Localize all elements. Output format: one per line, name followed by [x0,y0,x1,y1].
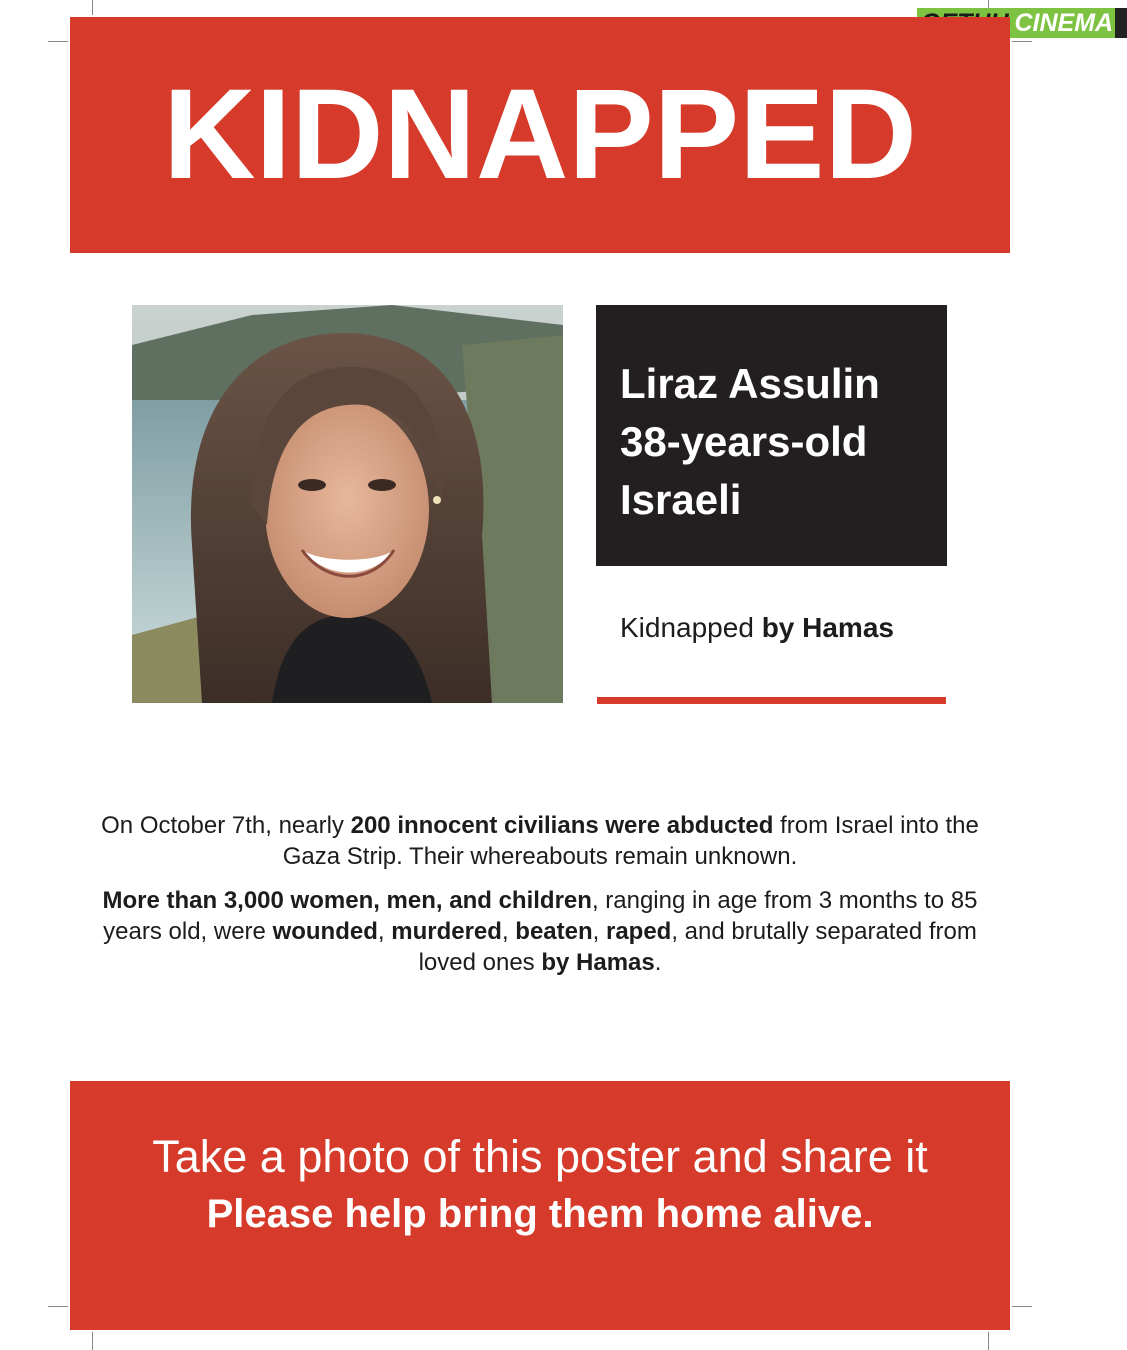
person-info-box [596,305,947,566]
headline-banner [70,17,1010,253]
p2-text-b: , ranging in age from 3 months to 85 years old, were [103,887,978,945]
person-age: 38-years-old [620,418,868,465]
p2-text-i: raped [605,918,672,945]
p2-text-k: by Hamas [541,949,655,976]
call-to-action-banner [70,1081,1010,1330]
crop-mark [48,1306,68,1307]
crop-mark [92,0,93,15]
portrait-photo [132,305,563,703]
kidnapped-by-line [620,612,894,644]
headline-title: KIDNAPPED [163,63,917,206]
crop-mark [92,1332,93,1350]
p1-text-c: from Israel into the Gaza Strip. Their whereabouts remain unknown. [282,812,979,870]
p2-text-e: murdered [391,918,502,945]
share-instruction: Take a photo of this poster and share it [152,1131,928,1182]
p1-text-b: 200 innocent civilians were abducted [350,812,774,839]
watermark-text-part2: CINEMA [1014,8,1114,37]
p1-text-a: On October 7th, nearly [101,812,351,839]
p2-text-d: , [377,918,392,945]
crop-mark [48,41,68,42]
body-text [100,810,980,991]
crop-mark [988,1332,989,1350]
p2-text-h: , [592,918,606,945]
person-nationality: Israeli [620,476,742,523]
p2-text-j: , and brutally separated from loved ones [418,918,977,976]
body-paragraph-2 [100,885,980,978]
crop-mark [1012,1306,1032,1307]
p2-text-f: , [501,918,516,945]
person-name: Liraz Assulin [620,360,880,407]
kidnapped-by-prefix: Kidnapped [620,612,754,643]
p2-text-a: More than 3,000 women, men, and children [102,887,592,914]
body-paragraph-1 [100,810,980,872]
film-strip-icon [1115,8,1127,38]
p2-text-c: wounded [272,918,378,945]
plea-text: Please help bring them home alive. [206,1192,874,1236]
crop-mark [1012,41,1032,42]
kidnapped-by-suffix: by Hamas [761,612,894,643]
red-divider [597,697,946,704]
p2-text-g: beaten [515,918,593,945]
p2-text-l: . [654,949,662,976]
